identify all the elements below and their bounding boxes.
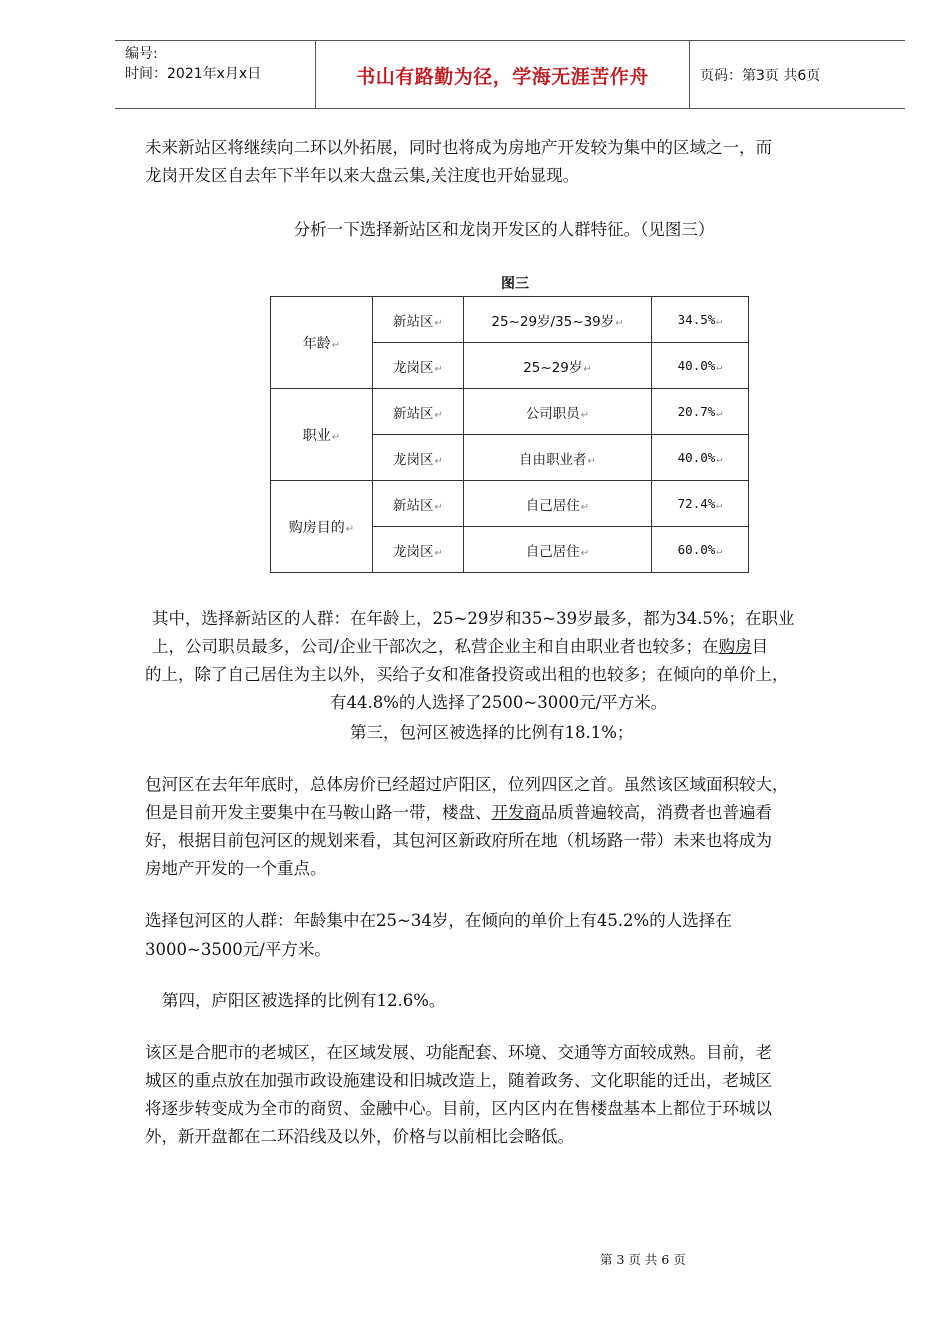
return-mark-icon: ↵	[434, 455, 443, 467]
return-mark-icon: ↵	[716, 362, 723, 373]
region-cell-text: 龙岗区	[393, 543, 434, 560]
paragraph-line: 城区的重点放在加强市政设施建设和旧城改造上，随着政务、文化职能的迁出，老城区	[145, 1071, 772, 1090]
percent-cell	[652, 389, 749, 435]
section-heading: 第三，包河区被选择的比例有18.1%；	[350, 723, 634, 742]
region-cell-text: 新站区	[393, 497, 434, 514]
figure-title: 图三	[501, 276, 529, 292]
region-cell	[373, 389, 464, 435]
table-row	[271, 481, 749, 527]
paragraph-line: 有44.8%的人选择了2500~3000元/平方米。	[330, 693, 668, 712]
value-cell	[464, 527, 652, 573]
group-label-cell-text: 购房目的	[288, 519, 345, 536]
value-cell-text: 自己居住	[525, 497, 580, 514]
group-label-cell-text: 年龄	[302, 335, 331, 352]
paragraph-line	[145, 800, 772, 826]
paragraph-text: 目	[751, 637, 769, 656]
paragraph-line: 好，根据目前包河区的规划来看，其包河区新政府所在地（机场路一带）未来也将成为	[145, 831, 772, 850]
page-header	[115, 40, 905, 109]
return-mark-icon: ↵	[716, 500, 723, 511]
percent-cell	[652, 481, 749, 527]
value-cell	[464, 481, 652, 527]
value-cell-text: 25~29岁/35~39岁	[491, 313, 615, 330]
paragraph-line: 其中，选择新站区的人群：在年龄上，25~29岁和35~39岁最多，都为34.5%；在职业	[152, 609, 795, 628]
group-label-cell	[271, 481, 373, 573]
percent-cell	[652, 527, 749, 573]
return-mark-icon: ↵	[580, 547, 590, 559]
underlined-term: 开发商	[491, 803, 541, 822]
return-mark-icon: ↵	[345, 523, 355, 535]
percent-cell-text: 20.7%	[677, 404, 716, 419]
value-cell	[464, 389, 652, 435]
paragraph-line: 包河区在去年年底时，总体房价已经超过庐阳区，位列四区之首。虽然该区域面积较大，	[145, 775, 789, 794]
value-cell-text: 自己居住	[525, 543, 580, 560]
region-cell	[373, 527, 464, 573]
region-cell-text: 新站区	[393, 313, 434, 330]
return-mark-icon: ↵	[583, 363, 592, 375]
header-motto: 书山有路勤为径，学海无涯苦作舟	[356, 66, 649, 88]
percent-cell-text: 72.4%	[677, 496, 716, 511]
date-label: 时间：2021年x月x日	[125, 66, 262, 82]
return-mark-icon: ↵	[580, 501, 590, 513]
return-mark-icon: ↵	[434, 501, 443, 513]
return-mark-icon: ↵	[580, 409, 590, 421]
paragraph-line: 龙岗开发区自去年下半年以来大盘云集,关注度也开始显现。	[145, 166, 580, 185]
region-cell	[373, 481, 464, 527]
value-cell	[464, 435, 652, 481]
percent-cell	[652, 343, 749, 389]
percent-cell-text: 40.0%	[677, 450, 716, 465]
figure-table	[270, 296, 749, 573]
paragraph-text: 上，公司职员最多，公司/企业干部次之，私营企业主和自由职业者也较多；在	[152, 637, 719, 656]
value-cell-text: 公司职员	[525, 405, 580, 422]
value-cell	[464, 343, 652, 389]
paragraph-line	[152, 634, 768, 660]
group-label-cell-text: 职业	[302, 427, 331, 444]
percent-cell-text: 34.5%	[677, 312, 716, 327]
paragraph-text: 但是目前开发主要集中在马鞍山路一带，楼盘、	[145, 803, 492, 822]
page-footer: 第 3 页 共 6 页	[600, 1252, 686, 1267]
header-meta-cell	[115, 41, 316, 108]
table-row	[271, 389, 749, 435]
return-mark-icon: ↵	[587, 455, 596, 467]
header-page-cell	[690, 41, 905, 108]
percent-cell-text: 40.0%	[677, 358, 716, 373]
return-mark-icon: ↵	[716, 454, 723, 465]
percent-cell	[652, 435, 749, 481]
paragraph-line: 3000~3500元/平方米。	[145, 940, 331, 959]
paragraph-line: 的上，除了自己居住为主以外，买给子女和准备投资或出租的也较多；在倾向的单价上，	[145, 665, 789, 684]
group-label-cell	[271, 389, 373, 481]
region-cell-text: 龙岗区	[393, 359, 434, 376]
paragraph-line: 选择包河区的人群：年龄集中在25~34岁，在倾向的单价上有45.2%的人选择在	[145, 911, 732, 930]
paragraph-line: 将逐步转变成为全市的商贸、金融中心。目前，区内区内在售楼盘基本上都位于环城以	[145, 1099, 772, 1118]
header-motto-cell	[316, 41, 690, 108]
table-row	[271, 297, 749, 343]
paragraph-line: 外，新开盘都在二环沿线及以外，价格与以前相比会略低。	[145, 1127, 574, 1146]
section-heading: 第四，庐阳区被选择的比例有12.6%。	[162, 991, 446, 1010]
return-mark-icon: ↵	[434, 317, 443, 329]
value-cell-text: 自由职业者	[519, 451, 587, 468]
return-mark-icon: ↵	[434, 363, 443, 375]
region-cell	[373, 435, 464, 481]
percent-cell-text: 60.0%	[677, 542, 716, 557]
figure-intro: 分析一下选择新站区和龙岗开发区的人群特征。（见图三）	[293, 220, 715, 239]
percent-cell	[652, 297, 749, 343]
value-cell	[464, 297, 652, 343]
return-mark-icon: ↵	[615, 317, 624, 329]
region-cell	[373, 343, 464, 389]
region-cell-text: 新站区	[393, 405, 434, 422]
paragraph-line: 该区是合肥市的老城区，在区域发展、功能配套、环境、交通等方面较成熟。目前，老	[145, 1043, 772, 1062]
region-cell-text: 龙岗区	[393, 451, 434, 468]
return-mark-icon: ↵	[716, 546, 723, 557]
serial-label: 编号:	[125, 46, 158, 62]
return-mark-icon: ↵	[716, 408, 723, 419]
header-page-label: 页码：第3页 共6页	[700, 68, 821, 84]
paragraph-line: 未来新站区将继续向二环以外拓展，同时也将成为房地产开发较为集中的区域之一，而	[145, 138, 772, 157]
return-mark-icon: ↵	[434, 547, 443, 559]
value-cell-text: 25~29岁	[523, 359, 583, 376]
return-mark-icon: ↵	[434, 409, 443, 421]
region-cell	[373, 297, 464, 343]
return-mark-icon: ↵	[331, 431, 341, 443]
group-label-cell	[271, 297, 373, 389]
return-mark-icon: ↵	[716, 316, 723, 327]
paragraph-line: 房地产开发的一个重点。	[145, 859, 327, 878]
underlined-term: 购房	[718, 637, 752, 656]
return-mark-icon: ↵	[331, 339, 341, 351]
paragraph-text: 品质普遍较高，消费者也普遍看	[541, 803, 772, 822]
